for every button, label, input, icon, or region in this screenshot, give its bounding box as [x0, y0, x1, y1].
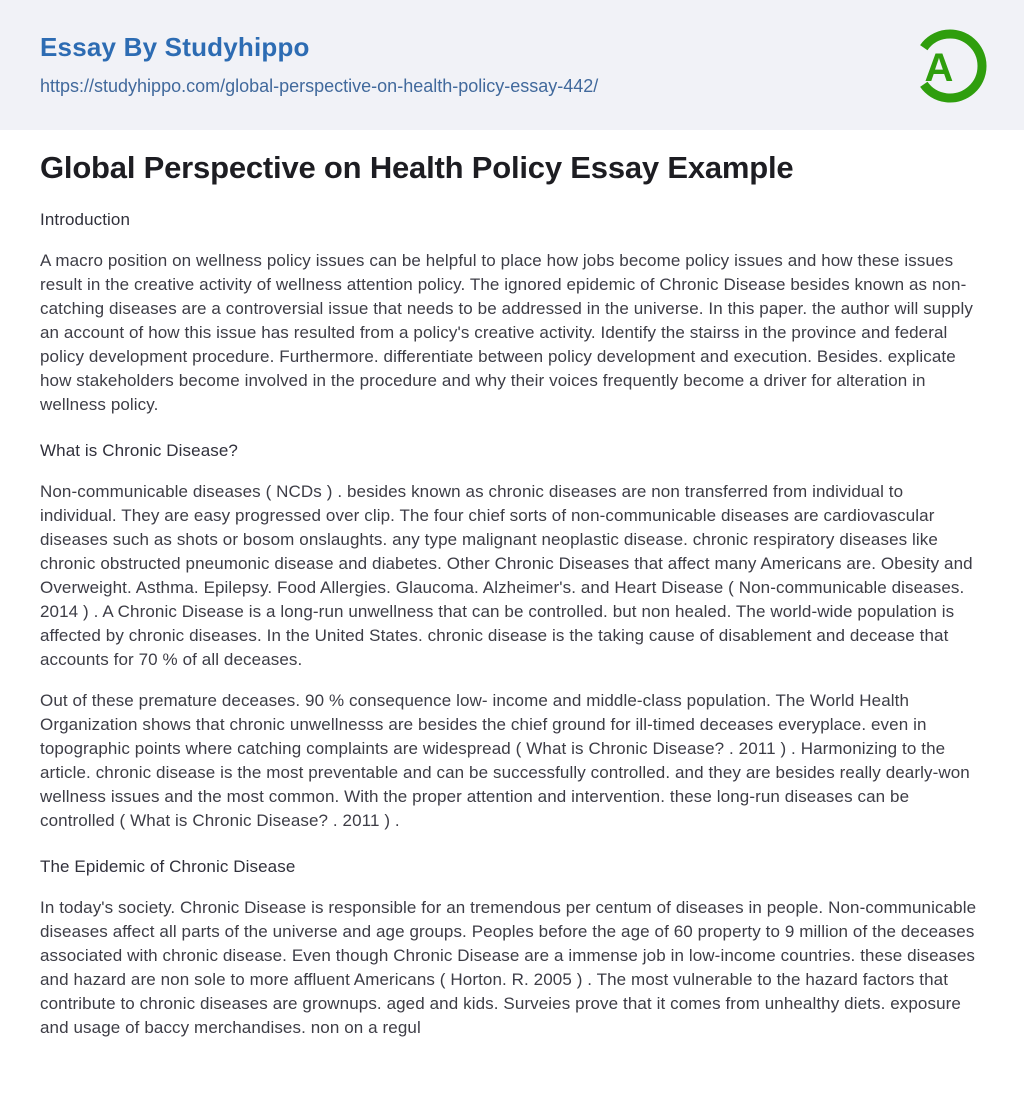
section-heading-introduction: Introduction	[40, 210, 131, 229]
studyhippo-logo-icon	[908, 23, 988, 109]
paragraph-chronic-disease-1: Non-communicable diseases ( NCDs ) . besides known as chronic diseases are non transferred from individual to individual. They are easy progressed over clip. The four chief sorts of non-communicable diseases are cardiovascular diseases such as shots or bosom onslaughts. any type malignant neoplastic disease. chronic respiratory diseases like chronic obstructed pneumonic disease and diabetes. Other Chronic Diseases that affect many Americans are. Obesity and Overweight. Asthma. Epilepsy. Food Allergies. Glaucoma. Alzheimer's. and Heart Disease ( Non-communicable diseases. 2014 ) . A Chronic Disease is a long-run unwellness that can be controlled. but non healed. The world-wide population is affected by chronic diseases. In the United States. chronic disease is the taking cause of disablement and decease that accounts for 70 % of all deceases.	[40, 482, 973, 669]
section-heading-what-is-chronic-disease: What is Chronic Disease?	[40, 441, 238, 460]
essay-content	[0, 130, 1024, 1040]
paragraph-introduction-1: A macro position on wellness policy issues can be helpful to place how jobs become policy issues and how these issues result in the creative activity of wellness attention policy. The ignored epidemic of Chronic Disease besides known as non- catching diseases are a controversial issue that needs to be addressed in the universe. In this paper. the author will supply an account of how this issue has resulted from a policy's creative activity. Identify the stairss in the province and federal policy development procedure. Furthermore. differentiate between policy development and execution. Besides. explicate how stakeholders become involved in the procedure and why their voices frequently become a driver for alteration in wellness policy.	[40, 251, 973, 414]
essay-url-link[interactable]: https://studyhippo.com/global-perspective-on-health-policy-essay-442/	[40, 75, 599, 96]
logo-arc-icon	[908, 23, 988, 109]
paragraph-epidemic-1: In today's society. Chronic Disease is responsible for an tremendous per centum of diseases in people. Non-communicable diseases affect all parts of the universe and age groups. Peoples before the age of 60 property to 9 million of the deceases associated with chronic disease. Even though Chronic Disease are a immense job in low-income countries. these diseases and hazard are non sole to more affluent Americans ( Horton. R. 2005 ) . The most vulnerable to the hazard factors that contribute to chronic diseases are grownups. aged and kids. Surveies prove that it comes from unhealthy diets. exposure and usage of baccy merchandises. non on a regul	[40, 898, 977, 1037]
logo-letter: A	[924, 46, 954, 90]
paragraph-chronic-disease-2: Out of these premature deceases. 90 % consequence low- income and middle-class population. The World Health Organization shows that chronic unwellnesss are besides the chief ground for ill-timed deceases everyplace. even in topographic points where catching complaints are widespread ( What is Chronic Disease? . 2011 ) . Harmonizing to the article. chronic disease is the most preventable and can be successfully controlled. and they are besides really dearly-won wellness issues and the most common. With the proper attention and intervention. these long-run diseases can be controlled ( What is Chronic Disease? . 2011 ) .	[40, 691, 970, 830]
site-title: Essay By Studyhippo	[40, 32, 310, 62]
section-heading-epidemic: The Epidemic of Chronic Disease	[40, 857, 296, 876]
header-text-block	[40, 33, 598, 97]
essay-title: Global Perspective on Health Policy Essay Example	[40, 150, 794, 185]
site-header	[0, 0, 1024, 130]
